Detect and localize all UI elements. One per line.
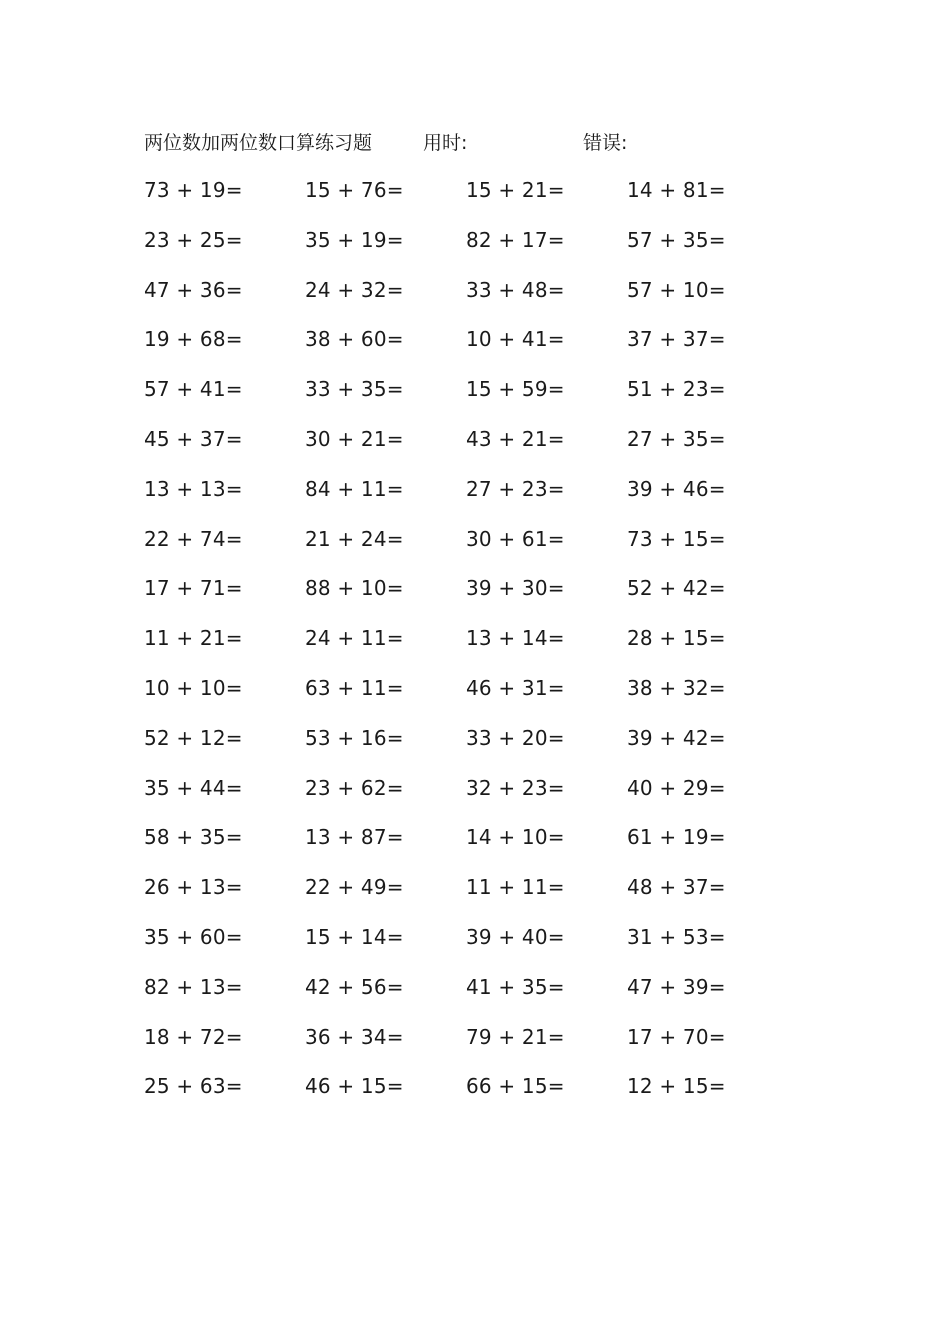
arithmetic-problem: 13 + 87= [305, 825, 404, 850]
arithmetic-problem: 38 + 60= [305, 327, 404, 352]
arithmetic-problem: 57 + 35= [627, 227, 726, 252]
arithmetic-problem: 13 + 13= [144, 476, 243, 501]
arithmetic-problem: 21 + 24= [305, 526, 404, 551]
arithmetic-problem: 30 + 21= [305, 426, 404, 451]
errors-label: 错误: [583, 132, 628, 154]
arithmetic-problem: 15 + 76= [305, 178, 404, 202]
arithmetic-problem: 11 + 11= [466, 875, 565, 900]
arithmetic-problem: 13 + 14= [466, 626, 565, 651]
arithmetic-problem: 82 + 17= [466, 227, 565, 252]
arithmetic-problem: 41 + 35= [466, 974, 565, 999]
arithmetic-problem: 12 + 15= [627, 1074, 726, 1099]
arithmetic-problem: 57 + 41= [144, 377, 243, 402]
problem-grid [144, 176, 784, 1122]
arithmetic-problem: 52 + 12= [144, 725, 243, 750]
arithmetic-problem: 22 + 49= [305, 875, 404, 900]
arithmetic-problem: 73 + 19= [144, 178, 243, 202]
arithmetic-problem: 19 + 68= [144, 327, 243, 352]
arithmetic-problem: 73 + 15= [627, 526, 726, 551]
arithmetic-problem: 38 + 32= [627, 675, 726, 700]
arithmetic-problem: 84 + 11= [305, 476, 404, 501]
arithmetic-problem: 43 + 21= [466, 426, 565, 451]
time-used-label: 用时: [423, 132, 468, 154]
arithmetic-problem: 28 + 15= [627, 626, 726, 651]
arithmetic-problem: 46 + 15= [305, 1074, 404, 1099]
arithmetic-problem: 32 + 23= [466, 775, 565, 800]
arithmetic-problem: 27 + 35= [627, 426, 726, 451]
arithmetic-problem: 18 + 72= [144, 1024, 243, 1049]
arithmetic-problem: 25 + 63= [144, 1074, 243, 1099]
arithmetic-problem: 14 + 10= [466, 825, 565, 850]
arithmetic-problem: 36 + 34= [305, 1024, 404, 1049]
arithmetic-problem: 51 + 23= [627, 377, 726, 402]
arithmetic-problem: 40 + 29= [627, 775, 726, 800]
arithmetic-problem: 10 + 41= [466, 327, 565, 352]
arithmetic-problem: 39 + 30= [466, 576, 565, 601]
arithmetic-problem: 15 + 21= [466, 178, 565, 202]
arithmetic-problem: 31 + 53= [627, 924, 726, 949]
arithmetic-problem: 35 + 60= [144, 924, 243, 949]
arithmetic-problem: 39 + 46= [627, 476, 726, 501]
arithmetic-problem: 58 + 35= [144, 825, 243, 850]
arithmetic-problem: 23 + 25= [144, 227, 243, 252]
arithmetic-problem: 10 + 10= [144, 675, 243, 700]
arithmetic-problem: 48 + 37= [627, 875, 726, 900]
arithmetic-problem: 37 + 37= [627, 327, 726, 352]
arithmetic-problem: 61 + 19= [627, 825, 726, 850]
arithmetic-problem: 39 + 40= [466, 924, 565, 949]
arithmetic-problem: 22 + 74= [144, 526, 243, 551]
arithmetic-problem: 27 + 23= [466, 476, 565, 501]
arithmetic-problem: 33 + 48= [466, 277, 565, 302]
arithmetic-problem: 79 + 21= [466, 1024, 565, 1049]
arithmetic-problem: 35 + 19= [305, 227, 404, 252]
arithmetic-problem: 30 + 61= [466, 526, 565, 551]
arithmetic-problem: 17 + 70= [627, 1024, 726, 1049]
arithmetic-problem: 23 + 62= [305, 775, 404, 800]
arithmetic-problem: 45 + 37= [144, 426, 243, 451]
arithmetic-problem: 35 + 44= [144, 775, 243, 800]
arithmetic-problem: 82 + 13= [144, 974, 243, 999]
worksheet-header [144, 128, 764, 158]
arithmetic-problem: 11 + 21= [144, 626, 243, 651]
arithmetic-problem: 47 + 39= [627, 974, 726, 999]
arithmetic-problem: 63 + 11= [305, 675, 404, 700]
worksheet-title: 两位数加两位数口算练习题 [144, 132, 373, 154]
arithmetic-problem: 17 + 71= [144, 576, 243, 601]
arithmetic-problem: 52 + 42= [627, 576, 726, 601]
arithmetic-problem: 15 + 59= [466, 377, 565, 402]
arithmetic-problem: 24 + 32= [305, 277, 404, 302]
arithmetic-problem: 42 + 56= [305, 974, 404, 999]
arithmetic-problem: 33 + 35= [305, 377, 404, 402]
arithmetic-problem: 24 + 11= [305, 626, 404, 651]
arithmetic-problem: 47 + 36= [144, 277, 243, 302]
arithmetic-problem: 26 + 13= [144, 875, 243, 900]
arithmetic-problem: 57 + 10= [627, 277, 726, 302]
arithmetic-problem: 33 + 20= [466, 725, 565, 750]
arithmetic-problem: 88 + 10= [305, 576, 404, 601]
arithmetic-problem: 15 + 14= [305, 924, 404, 949]
arithmetic-problem: 39 + 42= [627, 725, 726, 750]
arithmetic-problem: 14 + 81= [627, 178, 726, 202]
arithmetic-problem: 66 + 15= [466, 1074, 565, 1099]
arithmetic-problem: 53 + 16= [305, 725, 404, 750]
arithmetic-problem: 46 + 31= [466, 675, 565, 700]
